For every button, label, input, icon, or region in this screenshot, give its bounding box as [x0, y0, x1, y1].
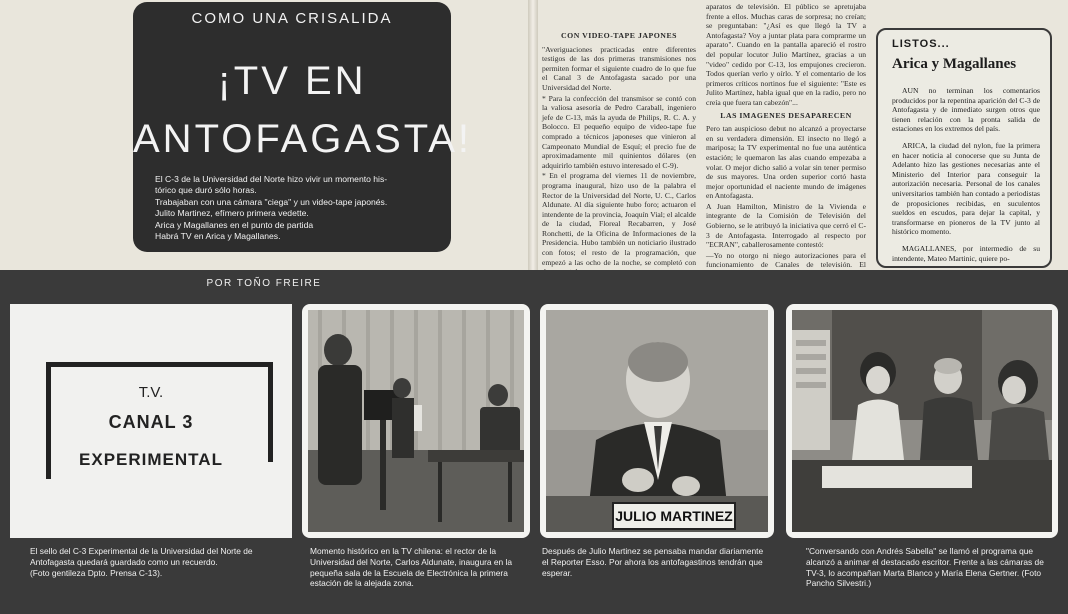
julio-martinez-photo-image — [546, 310, 768, 532]
paragraph: A Juan Hamilton, Ministro de la Vivienda e integrante de la Comisión de Televisión del Gobierno, se le atribuyó la iniciativa que cerró el C-3 de Antofagasta. Interrogado al respecto por "ECRAN", caballerosamente contestó: — [706, 201, 866, 250]
photo-julio-martinez — [540, 304, 774, 538]
caption-photo-3: Después de Julio Martinez se pensaba mandar diariamente el Reporter Esso. Por ahora los antofagastinos tendrán que esperar. — [542, 546, 764, 578]
headline-line-2: ANTOFAGASTA! — [133, 117, 473, 161]
paragraph: MAGALLANES, por intermedio de su intendente, Mateo Martinic, quiere po- — [892, 243, 1040, 263]
subhead-imagenes: LAS IMAGENES DESAPARECEN — [720, 110, 852, 120]
subdeck — [155, 174, 445, 242]
subhead-video-tape: CON VIDEO-TAPE JAPONES — [561, 31, 677, 40]
sidebar-text — [892, 86, 1040, 270]
caption-photo-2: Momento histórico en la TV chilena: el rector de la Universidad del Norte, Carlos Aldunate, inaugura en la pequeña sala de la Escuela de Electrónica la primera estación de la alejada zona. — [310, 546, 513, 589]
headline-line-1: ¡TV EN — [217, 59, 367, 103]
deck-line: tórico que duró sólo horas. — [155, 185, 257, 196]
title-block — [133, 2, 473, 252]
deck-line: El C-3 de la Universidad del Norte hizo vivir un momento his- — [155, 174, 388, 184]
sidebar-kicker: LISTOS... — [892, 38, 950, 50]
sign-line-tv: T.V. — [138, 384, 164, 401]
nameplate: JULIO MARTINEZ — [612, 502, 736, 530]
paragraph: * En el programa del viernes 11 de noviembre, programa inaugural, hizo uso de la palabra el Rector de la Universidad del Norte, U. C., Carlos Aldunate. Al día siguiente hubo foro; actuaron el intendente de la provincia, Joaquín Vial; el alcalde de la ciudad, Floreal Recabarren, y José Ronchetti, de la Oficina de Informaciones de la Presidencia. Hubo también un noticiario ilustrado con fotos; el resto de la programación, que empezó a las ocho de la noche, se completó con — [542, 171, 696, 267]
photo-studio-inauguration — [302, 304, 530, 538]
sidebar-title: Arica y Magallanes — [892, 56, 1017, 72]
title-kicker: COMO UNA CRISALIDA — [191, 10, 393, 27]
sign-line-experimental: EXPERIMENTAL — [79, 450, 223, 469]
paragraph: AUN no terminan los comentarios producidos por la repentina aparición del C-3 de Antofagasta y de inmediato surgen otros que tienen relación con la pronta salida de estaciones en los extremos del país. — [892, 86, 1040, 134]
deck-line: Julito Martinez, efímero primera vedette. — [155, 208, 309, 219]
paragraph: "Averiguaciones practicadas entre diferentes testigos de las dos primeras transmisiones nos permiten formar el siguiente cuadro de lo que fue el Canal 3 de Antofagasta sacado por una Universidad del Norte. — [542, 44, 696, 92]
deck-line: Habrá TV en Arica y Magallanes. — [155, 231, 281, 242]
byline: POR TOÑO FREIRE — [206, 278, 322, 289]
photo-canal-3-sign — [10, 304, 292, 538]
sidebar-box — [876, 28, 1052, 268]
sign-line-canal: CANAL 3 — [108, 412, 194, 432]
sign-board — [10, 304, 292, 538]
caption-text: El sello del C-3 Experimental de la Universidad del Norte de Antofagasta quedará guardado como un recuerdo. — [30, 546, 253, 567]
conversando-photo-image — [792, 310, 1052, 532]
photo-conversando — [786, 304, 1058, 538]
article-column-1 — [542, 28, 696, 267]
deck-line: Arica y Magallanes en el punto de partida — [155, 219, 314, 230]
caption-credit: (Foto gentileza Dpto. Prensa C-13). — [30, 567, 163, 578]
paragraph: ARICA, la ciudad del nylon, fue la primera en hacer noticia al conocerse que su Junta de Adelanto hizo las gestiones necesarias ante el Ministerio del Interior para conseguir la autorización necesaria. Personal de los canales universitarios también han contado a periodistas de proposiciones recibidas, en suculentos sueldos en escudos, para dejar la capital, y transformarse en pioneros de la TV junto al histórico momento. — [892, 140, 1040, 237]
paragraph: aparatos de televisión. El público se apretujaba frente a ellos. Muchas caras de sorpresa; no creían; se preguntaban: "¿Así es que llegó la TV a Antofagasta? Voy a juntar plata para comprarme un aparato". Cuando en la pantalla apareció el rostro del popular locutor Julio Martínez, gracias a un "video" cedido por C-13, los empujones crecieron. Todos querían verlo y oírlo. Y el comentario de los primeros críticos nortinos fue el siguiente: "Este es Julito Martínez, habla igual que en la radio, pero no creía que fuera tan cabezón"... — [706, 2, 866, 107]
paragraph: Pero tan auspicioso debut no alcanzó a proyectarse en su verdadera dimensión. El insecto no llegó a mariposa; la TV experimental no fue una auténtica estación; le quemaron las alas cuando empezaba a volar. O mejor dicho salió a volar sin tener permiso de sus mayores. Una orden superior cortó hasta mejor oportunidad el naciente mundo de imágenes en Antofagasta. — [706, 124, 866, 201]
studio-photo-image — [308, 310, 524, 532]
paragraph: —Yo no otorgo ni niego autorizaciones para el funcionamiento de Canales de televisión. El — [706, 250, 866, 270]
article-column-2 — [706, 2, 866, 270]
caption-photo-1 — [30, 546, 280, 578]
paragraph: * Para la confección del transmisor se contó con la valiosa asesoría de Pedro Caraball, ingeniero jefe de C-13, más la ayuda de Philips, R. C. A. y Bolocco. El pequeño equipo de video-tape fue comprado a técnicos japoneses que vinieron al Campeonato Mundial de Esquí; el precio fue de aproximadamente mil quinientos dólares (en adquirirlo también estuvo interesado el C-9). — [542, 93, 696, 170]
deck-line: Trabajaban con una cámara "ciega" y un video-tape japonés. — [155, 196, 388, 207]
headline — [133, 52, 473, 168]
caption-photo-4: "Conversando con Andrés Sabella" se llamó el programa que alcanzó a animar el destacado escritor. Frente a las cámaras de TV-3, lo acompañan Marta Blanco y María Elena Gertner. (Foto Pancho Silvestri.) — [806, 546, 1044, 589]
